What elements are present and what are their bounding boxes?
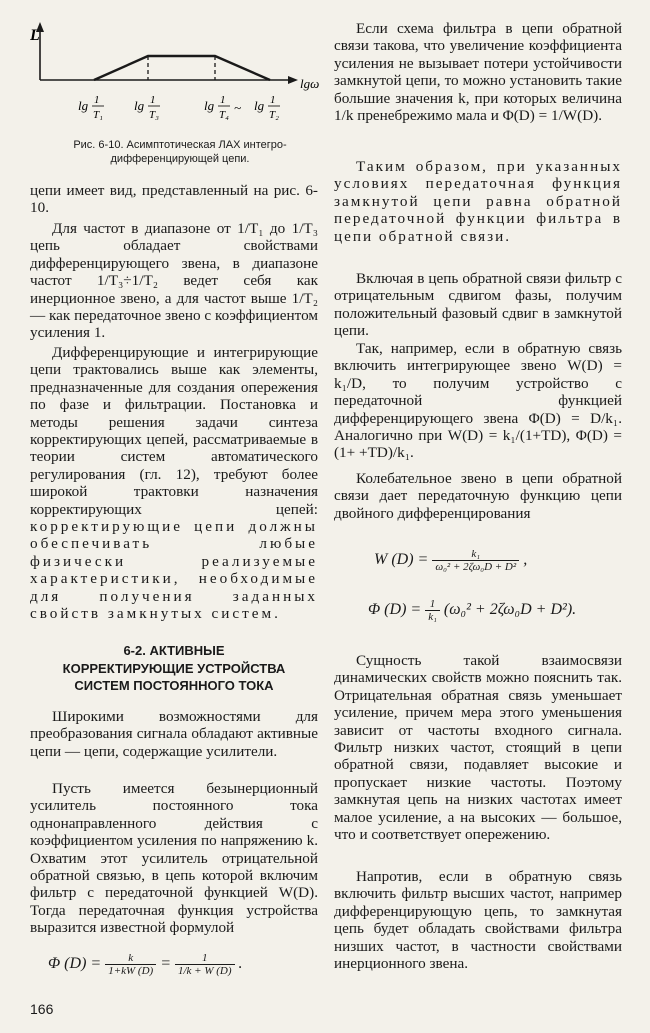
left-paragraph-2: Для частот в диапазоне от 1/T₁ до 1/T₃ цепь обладает свойствами дифференцирующего звена, в диапазоне частот 1/T₃÷1/T₂ ведет себя как инерционное звено, а для частот выше 1/T₂ — как передаточное звено с коэффициентом усиления 1. bbox=[30, 220, 318, 342]
right-paragraph-5: Колебательное звено в цепи обратной связи дает передаточную функцию цепи двойного дифференцирования bbox=[334, 470, 622, 522]
svg-text:T₄: T₄ bbox=[219, 109, 229, 121]
left-paragraph-3: Дифференцирующие и интегрирующие цепи трактовались выше как элементы, предназначенные для создания опережения по фазе и фильтрации. Постановка и методы решения задачи синтеза корректирующих цепей, рассматриваемые в теории систем автоматического регулирования (гл. 12), требуют более широкой трактовки назначения корректирующих цепей: корректирующие цепи должны обеспечивать любые физически реализуемые характеристики, необходимые для получения заданных свойств замкнутых систем. bbox=[30, 344, 318, 623]
svg-text:T₂: T₂ bbox=[269, 109, 279, 121]
right-paragraph-4: Так, например, если в обратную связь включить интегрирующее звено W(D) = k₁/D, то получим устройство с передаточной функцией дифференцирующего звена Φ(D) = D/k₁. Аналогично при W(D) = k₁/(1+TD), Φ(D) = (1+ +TD)/k₁. bbox=[334, 340, 622, 462]
svg-text:1: 1 bbox=[94, 94, 100, 106]
left-paragraph-1: цепи имеет вид, представленный на рис. 6-10. bbox=[30, 182, 318, 217]
y-axis-label: L bbox=[30, 27, 40, 44]
svg-text:T₁: T₁ bbox=[93, 109, 103, 121]
svg-text:T₃: T₃ bbox=[149, 109, 159, 121]
lax-figure bbox=[30, 20, 330, 155]
figure-caption: Рис. 6-10. Асимптотическая ЛАХ интегро- дифференцирующей цепи. bbox=[73, 139, 287, 165]
formula-w-oscillating: W (D) = $\frac{\text{k₁}}{\text{ω₀² + 2ζω₀D + D²}}$ , bbox=[374, 548, 528, 573]
tick-label-t2: lg bbox=[254, 98, 265, 113]
svg-text:~: ~ bbox=[234, 100, 242, 115]
x-axis-arrow bbox=[288, 76, 298, 84]
x-axis-label: lgω bbox=[300, 76, 320, 91]
svg-text:1: 1 bbox=[220, 94, 226, 106]
right-paragraph-2: Таким образом, при указанных условиях передаточная функция замкнутой цепи равна обратной передаточной функции фильтра в цепи обратной связи. bbox=[334, 158, 622, 245]
right-paragraph-3: Включая в цепь обратной связи фильтр с отрицательным сдвигом фазы, получим положительный фазовый сдвиг в замкнутой цепи. bbox=[334, 270, 622, 340]
emphasis-spaced: корректирующие цепи должны обеспечивать любые физически реализуемые характеристики, необходимые для получения заданных свойств замкнутых систем. bbox=[30, 518, 318, 623]
tick-label-t3: lg bbox=[134, 98, 145, 113]
section-heading: 6-2. АКТИВНЫЕ КОРРЕКТИРУЮЩИЕ УСТРОЙСТВА СИСТЕМ ПОСТОЯННОГО ТОКА bbox=[62, 643, 286, 693]
page-number: 166 bbox=[30, 1001, 54, 1017]
svg-text:1: 1 bbox=[150, 94, 156, 106]
tick-label-t4: lg bbox=[204, 98, 215, 113]
tick-label-t1: lg bbox=[78, 98, 89, 113]
right-paragraph-7: Напротив, если в обратную связь включить фильтр высших частот, например дифференцирующую цепь, то замкнутая цепь будет обладать свойствами фильтра низших частот, в частности свойствами инерционного звена. bbox=[334, 868, 622, 973]
formula-phi-double-diff: Φ (D) = $\frac{1}{\text{k₁}}$ (ω₀² + 2ζω₀D + D²). bbox=[368, 598, 577, 623]
lax-curve bbox=[94, 56, 270, 80]
left-paragraph-4: Широкими возможностями для преобразования сигнала обладают активные цепи — цепи, содержащие усилители. bbox=[30, 708, 318, 760]
formula-phi-k: Φ (D) = $\frac{k}{1+kW (D)}$ = $\frac{1}{1/k + W (D)}$ . bbox=[48, 952, 243, 977]
right-paragraph-1: Если схема фильтра в цепи обратной связи такова, что увеличение коэффициента усиления не вызывает потери устойчивости замкнутой цепи, то можно установить такие большие значения k, при которых величина 1/k пренебрежимо мала и Φ(D) = 1/W(D). bbox=[334, 20, 622, 125]
right-paragraph-6: Сущность такой взаимосвязи динамических свойств можно пояснить так. Отрицательная обратная связь уменьшает усиление, причем мера этого уменьшения зависит от частоты входного сигнала. Фильтр низких частот, стоящий в цепи обратной связи, подавляет высокие и пропускает низкие частоты. Поэтому замкнутая цепь на низких частотах имеет малое усиление, а на высоких — большое, что и соответствует опережению. bbox=[334, 652, 622, 844]
left-paragraph-5: Пусть имеется безынерционный усилитель постоянного тока однонаправленного действия с коэффициентом усиления по напряжению k. Охватим этот усилитель отрицательной обратной связью, в цепь которой включим фильтр с передаточной функцией W(D). Тогда передаточная функция устройства выразится известной формулой bbox=[30, 780, 318, 937]
svg-text:1: 1 bbox=[270, 94, 276, 106]
